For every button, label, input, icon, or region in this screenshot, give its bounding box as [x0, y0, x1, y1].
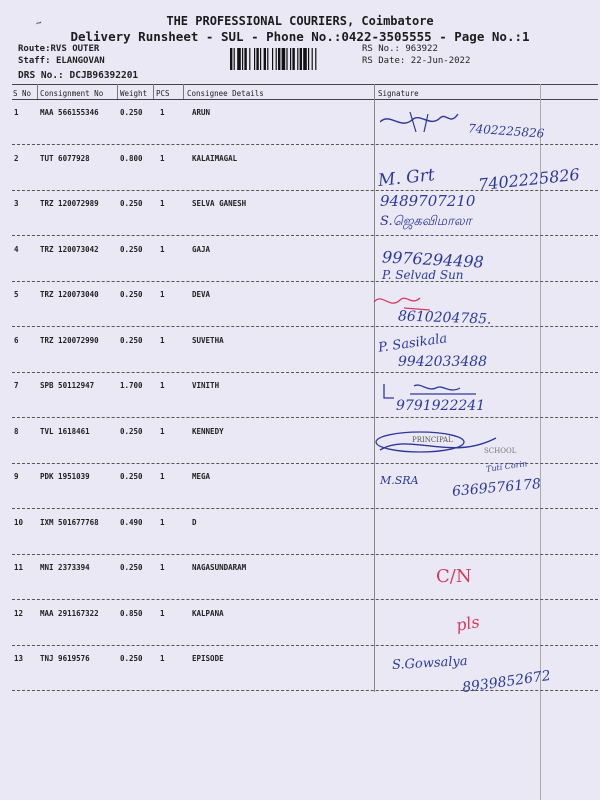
- row-pcs: 1: [160, 609, 165, 618]
- rs-no-label: RS No.:: [362, 44, 400, 54]
- handwritten-number-7: 9791922241: [396, 398, 486, 414]
- row-pcs: 1: [160, 654, 165, 663]
- table-header-rule: [12, 99, 598, 100]
- col-header-consignment: Consignment No: [40, 89, 104, 98]
- col-header-consignee: Consignee Details: [187, 89, 264, 98]
- rs-no-value: 963922: [405, 44, 438, 54]
- stamp-school-text: SCHOOL: [484, 447, 517, 455]
- row-sno: 9: [14, 472, 19, 481]
- row-sno: 3: [14, 199, 19, 208]
- handwritten-number-4: 9976294498: [381, 247, 485, 272]
- row-consignee: ARUN: [192, 108, 211, 117]
- row-consignee: SUVETHA: [192, 336, 224, 345]
- row-separator: [12, 417, 598, 418]
- route-label: Route:: [18, 44, 51, 54]
- row-separator: [12, 144, 598, 145]
- handwritten-name-4: P. Selvad Sun: [382, 268, 464, 282]
- row-sno: 13: [14, 654, 24, 663]
- row-consignee: KENNEDY: [192, 427, 224, 436]
- col-header-pcs: PCS: [156, 89, 170, 98]
- col-divider: [37, 84, 38, 99]
- company-title: THE PROFESSIONAL COURIERS, Coimbatore: [166, 14, 434, 28]
- route-value: RVS OUTER: [50, 44, 100, 54]
- row-sno: 2: [14, 154, 19, 163]
- handwritten-number-3: 9489707210: [380, 192, 476, 210]
- row-pcs: 1: [160, 427, 165, 436]
- handwritten-note-12: pls: [454, 612, 482, 635]
- row-sno: 8: [14, 427, 19, 436]
- row-consignment-no: TRZ 120072989: [40, 199, 99, 208]
- row-pcs: 1: [160, 472, 165, 481]
- staff-label: Staff:: [18, 56, 51, 66]
- row-pcs: 1: [160, 199, 165, 208]
- handwritten-name-6: P. Sasikala: [377, 331, 449, 356]
- row-consignment-no: TUT 6077928: [40, 154, 90, 163]
- row-weight: 0.250: [120, 563, 143, 572]
- col-header-sno: S No: [13, 89, 32, 98]
- row-consignment-no: MNI 2373394: [40, 563, 90, 572]
- handwritten-number-13: 8939852672: [461, 667, 552, 697]
- row-consignee: SELVA GANESH: [192, 199, 247, 208]
- handwritten-name-9: M.SRA: [380, 474, 419, 487]
- handwritten-note-11: C/N: [436, 566, 472, 587]
- row-sno: 7: [14, 381, 19, 390]
- row-weight: 0.250: [120, 245, 143, 254]
- row-consignee: VINITH: [192, 381, 220, 390]
- barcode: [230, 48, 350, 70]
- row-consignment-no: TVL 1618461: [40, 427, 90, 436]
- row-separator: [12, 326, 598, 327]
- row-consignment-no: SPB 50112947: [40, 381, 95, 390]
- row-sno: 11: [14, 563, 24, 572]
- row-pcs: 1: [160, 336, 165, 345]
- rs-date-line: [362, 56, 470, 66]
- row-consignment-no: TRZ 120073040: [40, 290, 99, 299]
- row-consignee: DEVA: [192, 290, 211, 299]
- row-pcs: 1: [160, 108, 165, 117]
- row-consignee: MEGA: [192, 472, 211, 481]
- stamp-text: PRINCIPAL: [412, 436, 453, 444]
- row-pcs: 1: [160, 518, 165, 527]
- row-weight: 0.250: [120, 654, 143, 663]
- handwritten-number-1: 7402225826: [467, 121, 545, 141]
- row-separator: [12, 372, 598, 373]
- row-separator: [12, 281, 598, 282]
- row-consignment-no: PDK 1951039: [40, 472, 90, 481]
- row-weight: 1.700: [120, 381, 143, 390]
- row-consignment-no: MAA 291167322: [40, 609, 99, 618]
- row-separator: [12, 599, 598, 600]
- handwritten-name-2: M. Grt: [377, 165, 436, 191]
- page-margin-line: [540, 84, 541, 800]
- row-consignment-no: TRZ 120072990: [40, 336, 99, 345]
- handwritten-number-6: 9942033488: [398, 354, 488, 370]
- row-consignment-no: TRZ 120073042: [40, 245, 99, 254]
- row-sno: 1: [14, 108, 19, 117]
- row-consignee: EPISODE: [192, 654, 224, 663]
- rs-date-label: RS Date:: [362, 56, 406, 66]
- row-pcs: 1: [160, 154, 165, 163]
- row-sno: 12: [14, 609, 24, 618]
- drs-label: DRS No.:: [18, 70, 64, 81]
- row-pcs: 1: [160, 245, 165, 254]
- row-sno: 10: [14, 518, 24, 527]
- row-pcs: 1: [160, 563, 165, 572]
- drs-line: [18, 70, 138, 81]
- row-weight: 0.250: [120, 199, 143, 208]
- row-consignee: NAGASUNDARAM: [192, 563, 247, 572]
- col-header-weight: Weight: [120, 89, 148, 98]
- row-weight: 0.250: [120, 290, 143, 299]
- table-top-rule: [12, 84, 598, 85]
- row-consignment-no: TNJ 9619576: [40, 654, 90, 663]
- row-separator: [12, 508, 598, 509]
- handwritten-name-3: S.ஜெகவிமாலா: [380, 214, 472, 229]
- col-divider: [117, 84, 118, 99]
- row-pcs: 1: [160, 381, 165, 390]
- row-weight: 0.250: [120, 472, 143, 481]
- signature-divider: [374, 84, 375, 692]
- row-weight: 0.250: [120, 427, 143, 436]
- row-weight: 0.850: [120, 609, 143, 618]
- row-weight: 0.490: [120, 518, 143, 527]
- staff-line: [18, 56, 105, 66]
- rs-date-value: 22-Jun-2022: [410, 56, 471, 66]
- handwritten-note-9: Tuti Corin: [485, 459, 528, 474]
- row-consignee: GAJA: [192, 245, 211, 254]
- row-separator: [12, 690, 598, 691]
- row-consignment-no: MAA 566155346: [40, 108, 99, 117]
- row-separator: [12, 645, 598, 646]
- scribble-mark: ~: [34, 17, 44, 30]
- row-consignee: KALPANA: [192, 609, 224, 618]
- route-line: [18, 44, 99, 54]
- staff-value: ELANGOVAN: [55, 56, 105, 66]
- row-weight: 0.250: [120, 336, 143, 345]
- col-divider: [153, 84, 154, 99]
- handwritten-number-9: 6369576178: [451, 476, 542, 500]
- handwritten-name-13: S.Gowsalya: [391, 654, 468, 673]
- row-separator: [12, 235, 598, 236]
- col-divider: [183, 84, 184, 99]
- row-pcs: 1: [160, 290, 165, 299]
- row-sno: 4: [14, 245, 19, 254]
- row-consignment-no: IXM 501677768: [40, 518, 99, 527]
- row-consignee: D: [192, 518, 197, 527]
- row-consignee: KALAIMAGAL: [192, 154, 238, 163]
- row-sno: 6: [14, 336, 19, 345]
- row-sno: 5: [14, 290, 19, 299]
- col-header-signature: Signature: [378, 89, 419, 98]
- handwritten-number-5: 8610204785.: [397, 308, 492, 328]
- row-separator: [12, 554, 598, 555]
- row-weight: 0.250: [120, 108, 143, 117]
- runsheet-title: Delivery Runsheet - SUL - Phone No.:0422-3505555 - Page No.:1: [70, 29, 530, 44]
- drs-value: DCJB96392201: [69, 70, 139, 81]
- row-weight: 0.800: [120, 154, 143, 163]
- handwritten-number-2: 7402225826: [477, 164, 581, 195]
- rs-no-line: [362, 44, 438, 54]
